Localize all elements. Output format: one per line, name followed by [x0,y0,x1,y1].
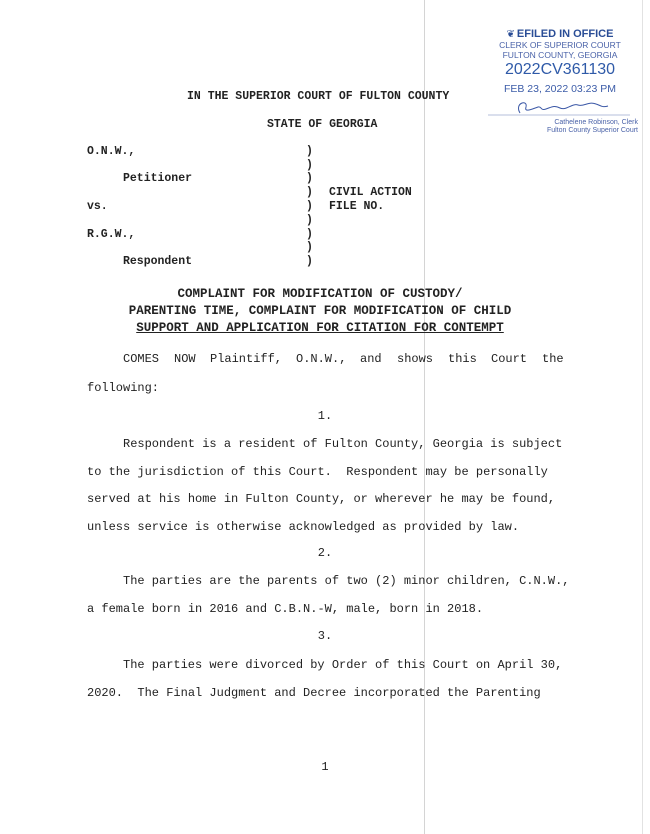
paragraph-line: Respondent is a resident of Fulton County, Georgia is subject [123,437,563,451]
case-number: 2022CV361130 [504,61,616,78]
court-name: IN THE SUPERIOR COURT OF FULTON COUNTY [187,90,450,103]
paragraph-number: 2. [317,546,333,560]
paragraph-line: The parties were divorced by Order of this Court on April 30, [123,658,563,672]
document-page: ❦ EFILED IN OFFICE CLERK OF SUPERIOR COURT FULTON COUNTY, GEORGIA 2022CV361130 FEB 23, 2022 03:23 PM Cathelene Robinson, Clerk Fulton County Superior Court IN THE SUPERIOR COURT OF FULTON COUNTY STATE OF GEORGIA O.N.W., Petitioner vs. R.G.W., Respondent ) ) ) ) ) ) ) ) ) CIVIL ACTION FILE NO. COMPLAINT FOR MODIFICATION OF CUSTODY/ PARENTING TIME, COMPLAINT FOR MODIFICATION OF CHILD SUPPORT AND APPLICATION FOR CITATION FOR CONTEMPT COMES NOW Plaintiff, O.N.W., and shows this Court the following: 1. Respondent is a resident of Fulton County, Georgia is subject to the jurisdiction of this Court. Respondent may be personally served at his home in Fulton County, or wherever he may be found, unless service is otherwise acknowledged as provided by law. 2. The parties are the parents of two (2) minor children, C.N.W., a female born in 2016 and C.B.N.-W, male, born in 2018. 3. The parties were divorced by Order of this Court on April 30, 2020. The Final Judgment and Decree incorporated the Parenting 1 [0,0,650,834]
petitioner-role: Petitioner [123,172,193,185]
versus-label: vs. [87,200,108,213]
leaf-icon: ❦ [506,29,515,40]
paragraph-number: 1. [317,409,333,423]
paragraph-line: served at his home in Fulton County, or wherever he may be found, [87,492,556,506]
petitioner-name: O.N.W., [87,145,136,158]
page-number: 1 [321,760,329,774]
paragraph-line: The parties are the parents of two (2) minor children, C.N.W., [123,574,570,588]
respondent-role: Respondent [123,255,193,268]
title-line-1: COMPLAINT FOR MODIFICATION OF CUSTODY/ [177,287,463,301]
paragraph-line: 2020. The Final Judgment and Decree incorporated the Parenting [87,686,541,700]
title-line-3: SUPPORT AND APPLICATION FOR CITATION FOR CONTEMPT [136,321,504,335]
efiled-heading: ❦ EFILED IN OFFICE [506,28,614,40]
filing-date: FEB 23, 2022 03:23 PM [503,83,617,95]
stamp-county-line: FULTON COUNTY, GEORGIA [502,50,618,60]
file-no-label: FILE NO. [329,200,385,213]
clerk-signature [480,95,640,119]
page-fold-line [424,0,425,834]
respondent-name: R.G.W., [87,228,136,241]
clerk-office: Fulton County Superior Court [546,127,638,134]
intro-line-2: following: [87,381,160,395]
title-line-2: PARENTING TIME, COMPLAINT FOR MODIFICATION OF CHILD [128,304,512,318]
paragraph-line: unless service is otherwise acknowledged as provided by law. [87,520,520,534]
paragraph-line: to the jurisdiction of this Court. Respondent may be personally [87,465,548,479]
page-edge-line [642,0,643,834]
document-title [90,286,550,337]
civil-action-label: CIVIL ACTION [329,186,412,199]
stamp-clerk-line: CLERK OF SUPERIOR COURT [499,40,621,50]
efiling-stamp [480,28,640,135]
paragraph-line: a female born in 2016 and C.B.N.-W, male, born in 2018. [87,602,484,616]
state-name: STATE OF GEORGIA [267,118,378,131]
clerk-name: Cathelene Robinson, Clerk [554,119,638,126]
paragraph-number: 3. [317,629,333,643]
